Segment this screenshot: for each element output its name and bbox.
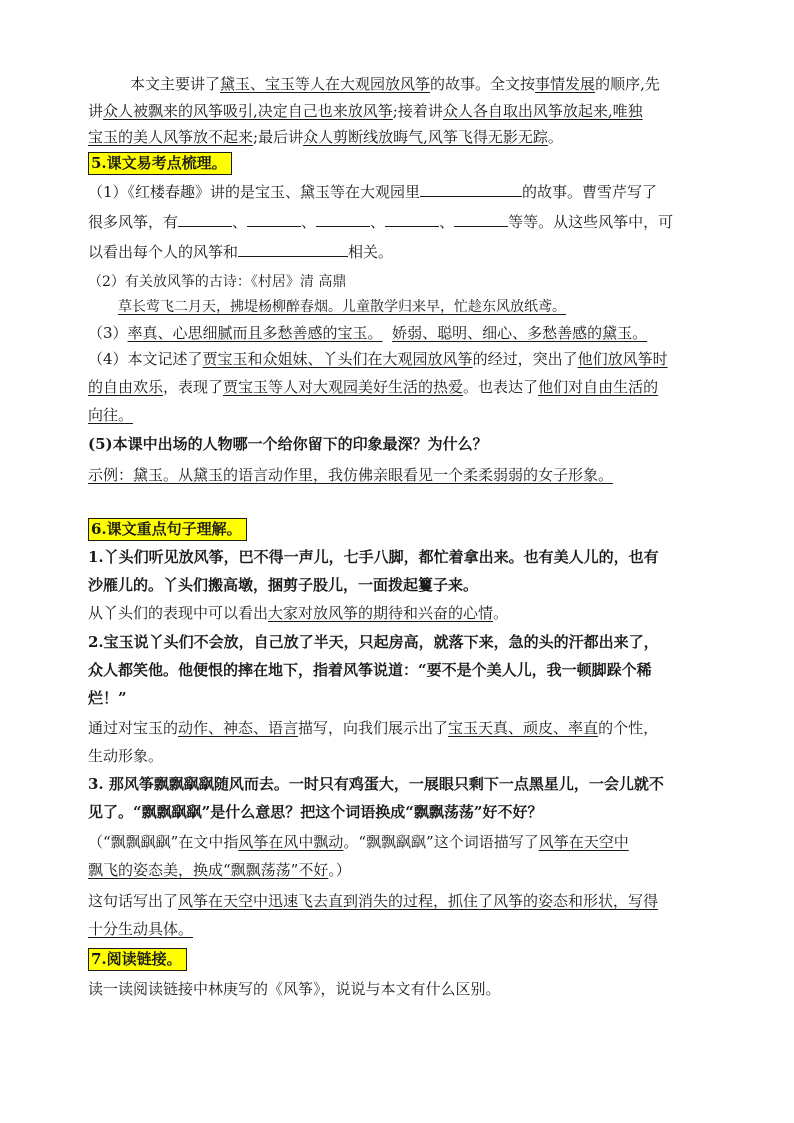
text: 2.宝玉说丫头们不会放，自己放了半天，只起房高，就落下来，急的头的汗都出来了， [88, 633, 659, 651]
summary-line-3 [88, 127, 706, 151]
fill-blank[interactable] [316, 212, 370, 227]
text: 。） [328, 861, 351, 879]
q5-answer [88, 465, 706, 489]
underlined-text: 十分生动具体。 [88, 920, 194, 938]
underlined-text: 贾宝玉等人对大观园美好生活的热爱 [223, 378, 464, 396]
q5-question [88, 434, 706, 458]
text: (5)本课中出场的人物哪一个给你留下的印象最深？为什么？ [88, 435, 488, 453]
fill-blank[interactable] [420, 182, 522, 197]
text: 读一读阅读链接中林庚写的《风筝》，说说与本文有什么区别。 [88, 980, 501, 998]
text: 的顺序,先 [595, 75, 660, 93]
text: 很多风筝，有 [88, 213, 179, 231]
text: 。也表达了 [463, 378, 539, 396]
text: 的故事。曹雪芹写了 [522, 183, 658, 201]
q4-line-1 [88, 349, 706, 373]
underlined-text: 飘飞的姿态美，换成“飘飘荡荡”不好 [88, 861, 329, 879]
s2-line-2 [88, 660, 706, 684]
s1-answer [88, 603, 706, 627]
text: 烂！” [88, 689, 127, 707]
text: 本文主要讲了 [130, 75, 221, 93]
text: （“飘飘飖飖”在文中指 [88, 833, 239, 851]
fill-blank[interactable] [247, 212, 301, 227]
s3-answer-line-2 [88, 860, 706, 884]
underlined-poem: 草长莺飞二月天，拂堤杨柳醉春烟。儿童散学归来早，忙趁东风放纸鸢。 [118, 299, 566, 315]
underlined-text: 宝玉的美人风筝放不起来 [88, 128, 254, 146]
fill-blank[interactable] [385, 212, 439, 227]
spacer [383, 324, 393, 342]
section7-text [88, 979, 706, 1003]
q4-line-3 [88, 405, 706, 429]
underlined-text: 事情发展 [535, 75, 596, 93]
underlined-text: 他们对自由生活的 [538, 378, 659, 396]
text: 生动形象。 [88, 747, 164, 765]
s3-answer-line-1 [88, 832, 706, 856]
text: 的故事。全文按 [430, 75, 536, 93]
s3-answer2-line-2 [88, 919, 706, 943]
s2-line-1 [88, 632, 706, 656]
text: 众人都笑他。他便恨的摔在地下，指着风筝说道：“要不是个美人儿，我一顿脚跺个稀 [88, 661, 652, 679]
q1-line-2 [88, 212, 706, 236]
underlined-text: 示例：黛玉。从黛玉的语言动作里，我仿佛亲眼看见一个柔柔弱弱的女子形象。 [88, 466, 614, 484]
section-heading: 7.阅读链接。 [88, 948, 187, 971]
text: ;接着讲 [392, 102, 443, 120]
text: 。“飘飘飖飖”这个词语描写了 [343, 833, 539, 851]
underlined-text: 娇弱、聪明、细心、多愁善感的黛玉。 [392, 324, 648, 342]
text: 、 [232, 213, 248, 231]
q2-line-2 [88, 297, 706, 321]
s3-line-2 [88, 802, 706, 826]
text: （3） [88, 324, 128, 342]
q4-line-2 [88, 377, 706, 401]
underlined-text: 向往。 [88, 406, 134, 424]
text: 见了。“飘飘飖飖”是什么意思？把这个词语换成“飘飘荡荡”好不好？ [88, 803, 543, 821]
underlined-text: 风筝在风中飘动 [238, 833, 344, 851]
fill-blank[interactable] [178, 212, 232, 227]
underlined-text: 宝玉天真、顽皮、率直 [448, 719, 599, 737]
underlined-text: 大家对放风筝的期待和兴奋的心情 [268, 604, 494, 622]
underlined-text: 众人各自取出风筝放起来,唯独 [442, 102, 643, 120]
summary-line-2 [88, 101, 706, 125]
underlined-text: 的自由欢乐 [88, 378, 164, 396]
underlined-text: 贾宝玉和众姐妹、丫头们在大观园放风筝 [202, 350, 473, 368]
text: 1.丫头们听见放风筝，巴不得一声儿，七手八脚，都忙着拿出来。也有美人儿的，也有 [88, 548, 659, 566]
text: （4）本文记述了 [88, 350, 203, 368]
text: （2）有关放风筝的古诗：《村居》清 高鼎 [88, 274, 347, 290]
section7-heading-row [88, 948, 706, 972]
q3-line [88, 323, 706, 347]
text: 沙雁儿的。丫头们搬高墩，捆剪子股儿，一面拨起籰子来。 [88, 576, 479, 594]
text: ，表现了 [163, 378, 224, 396]
underlined-text: 他们放风筝时 [577, 350, 668, 368]
q1-line-1 [88, 182, 706, 206]
s1-line-1 [88, 547, 706, 571]
s3-line-1 [88, 774, 706, 798]
text: 的个性， [598, 719, 659, 737]
text: 的经过，突出了 [472, 350, 578, 368]
section5-heading-row [88, 152, 706, 176]
underlined-text: 众人被飘来的风筝吸引,决定自己也来放风筝 [103, 102, 393, 120]
s2-line-3 [88, 688, 706, 712]
underlined-text: 率真、心思细腻而且多愁善感的宝玉。 [127, 324, 383, 342]
s3-answer2-line-1 [88, 891, 706, 915]
text: 。 [493, 604, 509, 622]
q1-line-3 [88, 242, 706, 266]
summary-line-1 [88, 74, 706, 98]
underlined-text: 风筝在天空中迅速飞去直到消失的过程，抓住了风筝的姿态和形状，写得 [178, 892, 659, 910]
text: 相关。 [348, 243, 394, 261]
section6-heading-row [88, 518, 706, 542]
text: 从丫头们的表现中可以看出 [88, 604, 269, 622]
underlined-text: 黛玉、宝玉等人在大观园放风筝 [220, 75, 431, 93]
s2-answer-line-2 [88, 746, 706, 770]
text: 。 [547, 128, 563, 146]
text: 描写，向我们展示出了 [298, 719, 449, 737]
fill-blank[interactable] [238, 242, 348, 257]
text: 、 [439, 213, 455, 231]
text: 这句话写出了 [88, 892, 179, 910]
section-heading: 5.课文易考点梳理。 [88, 152, 232, 175]
underlined-text: 众人剪断线放晦气,风筝飞得无影无踪 [303, 128, 548, 146]
text: 讲 [88, 102, 104, 120]
text: （1）《红楼春趣》讲的是宝玉、黛玉等在大观园里 [88, 183, 421, 201]
s2-answer-line-1 [88, 718, 706, 742]
text: 等等。从这些风筝中，可 [508, 213, 674, 231]
text: 通过对宝玉的 [88, 719, 179, 737]
text: 、 [301, 213, 317, 231]
s1-line-2 [88, 575, 706, 599]
text: 3. 那风筝飘飘飖飖随风而去。一时只有鸡蛋大，一展眼只剩下一点黑星儿，一会儿就不 [88, 775, 664, 793]
underlined-text: 动作、神态、语言 [178, 719, 299, 737]
section-heading: 6.课文重点句子理解。 [88, 518, 247, 541]
document-page [88, 74, 706, 998]
text: 、 [370, 213, 386, 231]
underlined-text: 风筝在天空中 [538, 833, 629, 851]
fill-blank[interactable] [454, 212, 508, 227]
text: 以看出每个人的风筝和 [88, 243, 239, 261]
text: ;最后讲 [253, 128, 304, 146]
q2-line-1 [88, 272, 706, 296]
